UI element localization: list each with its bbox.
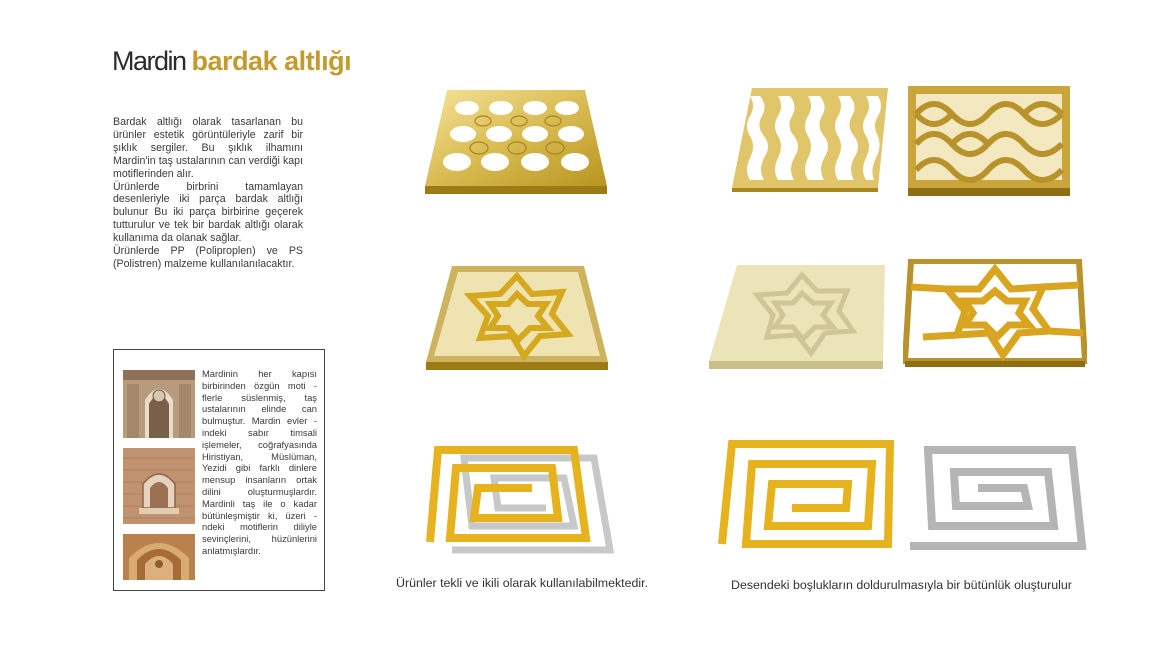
page-title bbox=[112, 46, 351, 77]
coaster-lattice-gold bbox=[728, 86, 890, 192]
caption-right: Desendeki boşlukların doldurulmasıyla bir bütünlük oluşturulur bbox=[731, 578, 1072, 592]
stone-door-photo-1 bbox=[123, 370, 195, 438]
description-paragraph-3: Ürünlerde PP (Poliproplen) ve PS (Polistren) malzeme kullanılanılacaktır. bbox=[113, 245, 303, 270]
description-paragraph-2: Ürünlerde birbrini tamamlayan desenleriyle iki parça bardak altlığı bulunur Bu iki parça birbirine geçerek tutturulur ve tek bir bardak altlığı olarak kullanıma da olanak sağlar. bbox=[113, 180, 303, 245]
coaster-spiral-gold bbox=[716, 440, 896, 552]
coaster-star-combined bbox=[424, 264, 612, 372]
title-part-2: bardak altlığı bbox=[191, 46, 352, 76]
stone-door-photo-2 bbox=[123, 448, 195, 524]
description-text bbox=[113, 116, 303, 271]
stone-door-photo-3 bbox=[123, 534, 195, 580]
caption-left: Ürünler tekli ve ikili olarak kullanılabilmektedir. bbox=[396, 576, 649, 590]
coaster-arabesque-framed bbox=[904, 84, 1074, 198]
description-paragraph-1: Bardak altlığı olarak tasarlanan bu ürünler estetik görüntüleriyle zarif bir şıklık sergiler. Bu şıklık ilhamını Mardin'in taş ustalarının can verdiği kapı motiflerinden alır. bbox=[113, 116, 303, 180]
info-box bbox=[113, 349, 325, 591]
coaster-spiral-silver bbox=[906, 444, 1088, 554]
coaster-spiral-combined bbox=[424, 446, 614, 554]
coaster-arabesque-gold bbox=[423, 86, 609, 198]
info-box-text: Mardinin her kapısı birbirinden özgün moti - flerle süslenmiş, taş ustalarının elinde can bulmuştur. Mardin evler - indeki sabır timsali işlemeler, coğrafyasında Hiristiyan, Müslüman, Yezidi gibi farklı dinlere mensup insanların ortak dilini oluşturmuşlardır. Mardinli taş ile o kadar bütünleşmiştir ki, üzeri - ndeki motiflerin diliyle sevinçlerini, hüzünlerini anlatmışlardır. bbox=[202, 368, 317, 556]
title-part-1: Mardin bbox=[112, 46, 186, 76]
coaster-star-gold bbox=[903, 259, 1087, 369]
coaster-star-cream bbox=[707, 263, 889, 371]
